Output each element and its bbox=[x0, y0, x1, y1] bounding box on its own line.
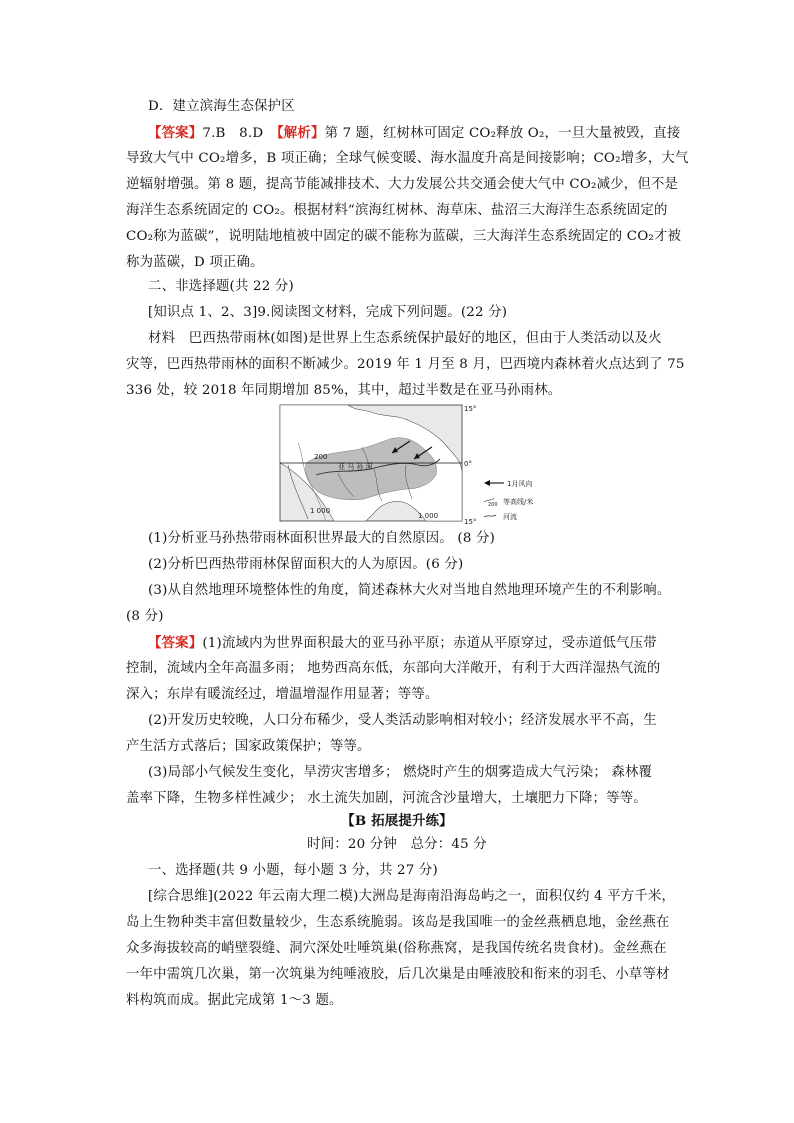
answer-tag: 【答案】 bbox=[148, 635, 203, 651]
answer-line: 深入；东岸有暖流经过，增温增湿作用显著；等等。 bbox=[126, 687, 439, 702]
analysis-line: 称为蓝碳，D 项正确。 bbox=[126, 255, 264, 270]
lat-label: 0° bbox=[464, 460, 472, 468]
analysis-tag: 【解析】 bbox=[276, 125, 325, 141]
answer-line: 产生活方式落后；国家政策保护；等等。 bbox=[126, 739, 371, 754]
passage-line: 料构筑而成。据此完成第 1～3 题。 bbox=[126, 993, 343, 1008]
amazon-map-figure bbox=[278, 403, 574, 525]
answer-7-8 bbox=[148, 120, 708, 147]
analysis-text: 第 7 题，红树林可固定 CO₂释放 O₂，一旦大量被毁，直接 bbox=[324, 126, 681, 141]
section-title: 【B 拓展提升练】 bbox=[341, 813, 453, 829]
material-line: 336 处，较 2018 年同期增加 85%，其中，超过半数是在亚马孙雨林。 bbox=[126, 383, 562, 398]
material-line: 材料 巴西热带雨林(如图)是世界上生态系统保护最好的地区，但由于人类活动以及火 bbox=[148, 331, 662, 346]
answer-line: 控制，流域内全年高温多雨； 地势西高东低，东部向大洋敞开，有利于大西洋湿热气流的 bbox=[126, 661, 661, 676]
passage-line: [综合思维](2022 年云南大理二模)大洲岛是海南沿海岛屿之一，面积仅约 4 平方千米， bbox=[148, 889, 676, 904]
answer-values: 7.B 8.D bbox=[202, 126, 277, 141]
option-d: D．建立滨海生态保护区 bbox=[148, 99, 295, 114]
question-3: (3)从自然地理环境整体性的角度，简述森林大火对当地自然地理环境产生的不利影响。 bbox=[148, 583, 671, 598]
passage-line: 众多海拔较高的峭壁裂缝、洞穴深处吐唾筑巢(俗称燕窝，是我国传统名贵食材)。金丝燕在 bbox=[126, 941, 667, 956]
answer-line: (3)局部小气候发生变化，旱涝灾害增多； 燃烧时产生的烟雾造成大气污染； 森林覆 bbox=[148, 765, 653, 780]
legend-river-icon bbox=[484, 515, 496, 517]
legend-river: 河流 bbox=[503, 513, 517, 521]
analysis-line: CO₂称为蓝碳”，说明陆地植被中固定的碳不能称为蓝碳，三大海洋生态系统固定的 CO₂才被 bbox=[126, 229, 682, 244]
lat-label: 15° bbox=[464, 405, 477, 413]
question-1: (1)分析亚马孙热带雨林面积世界最大的自然原因。 (8 分) bbox=[148, 531, 496, 546]
passage-line: 岛上生物种类丰富但数量较少，生态系统脆弱。该岛是我国唯一的金丝燕栖息地，金丝燕在 bbox=[126, 915, 670, 930]
question-9-header: [知识点 1、2、3]9.阅读图文材料，完成下列问题。(22 分) bbox=[148, 305, 508, 320]
answer-line: 盖率下降，生物多样性减少； 水土流失加剧，河流含沙量增大，土壤肥力下降；等等。 bbox=[126, 791, 647, 806]
legend-contour: 等高线/米 bbox=[503, 498, 534, 506]
time-score: 时间：20 分钟 总分：45 分 bbox=[307, 837, 487, 852]
region-label: 亚 马 孙 河 bbox=[338, 463, 373, 471]
analysis-line: 逆辐射增强。第 8 题，提高节能减排技术、大力发展公共交通会使大气中 CO₂减少，但不是 bbox=[126, 177, 679, 192]
answer-line bbox=[148, 630, 708, 657]
legend-wind: 1月风向 bbox=[507, 480, 533, 488]
contour-label: 200 bbox=[314, 453, 328, 461]
analysis-line: 导致大气中 CO₂增多，B 项正确；全球气候变暖、海水温度升高是间接影响；CO₂增多，大气 bbox=[126, 151, 689, 166]
legend-wind-icon bbox=[484, 480, 490, 486]
answer-tag: 【答案】 bbox=[148, 125, 203, 141]
answer-text: (1)流域内为世界面积最大的亚马孙平原；赤道从平原穿过，受赤道低气压带 bbox=[202, 636, 657, 651]
choice-section-heading: 一、选择题(共 9 小题，每小题 3 分，共 27 分) bbox=[148, 863, 438, 878]
material-line: 灾等，巴西热带雨林的面积不断减少。2019 年 1 月至 8 月，巴西境内森林着火点达到了 75 bbox=[126, 357, 685, 372]
legend-contour-num: 200 bbox=[488, 502, 498, 508]
contour-label: 1 000 bbox=[418, 512, 439, 520]
section-heading: 二、非选择题(共 22 分) bbox=[148, 279, 294, 294]
question-2: (2)分析巴西热带雨林保留面积大的人为原因。(6 分) bbox=[148, 557, 464, 572]
answer-line: (2)开发历史较晚，人口分布稀少，受人类活动影响相对较小；经济发展水平不高，生 bbox=[148, 713, 657, 728]
lat-label: 15° bbox=[464, 518, 477, 525]
question-3-points: (8 分) bbox=[126, 609, 164, 624]
contour-label: 1 000 bbox=[310, 507, 331, 515]
passage-line: 一年中需筑几次巢，第一次筑巢为纯唾液胶，后几次巢是由唾液胶和衔来的羽毛、小草等材 bbox=[126, 967, 670, 982]
analysis-line: 海洋生态系统固定的 CO₂。根据材料“滨海红树林、海草床、盐沼三大海洋生态系统固定的 bbox=[126, 203, 668, 218]
